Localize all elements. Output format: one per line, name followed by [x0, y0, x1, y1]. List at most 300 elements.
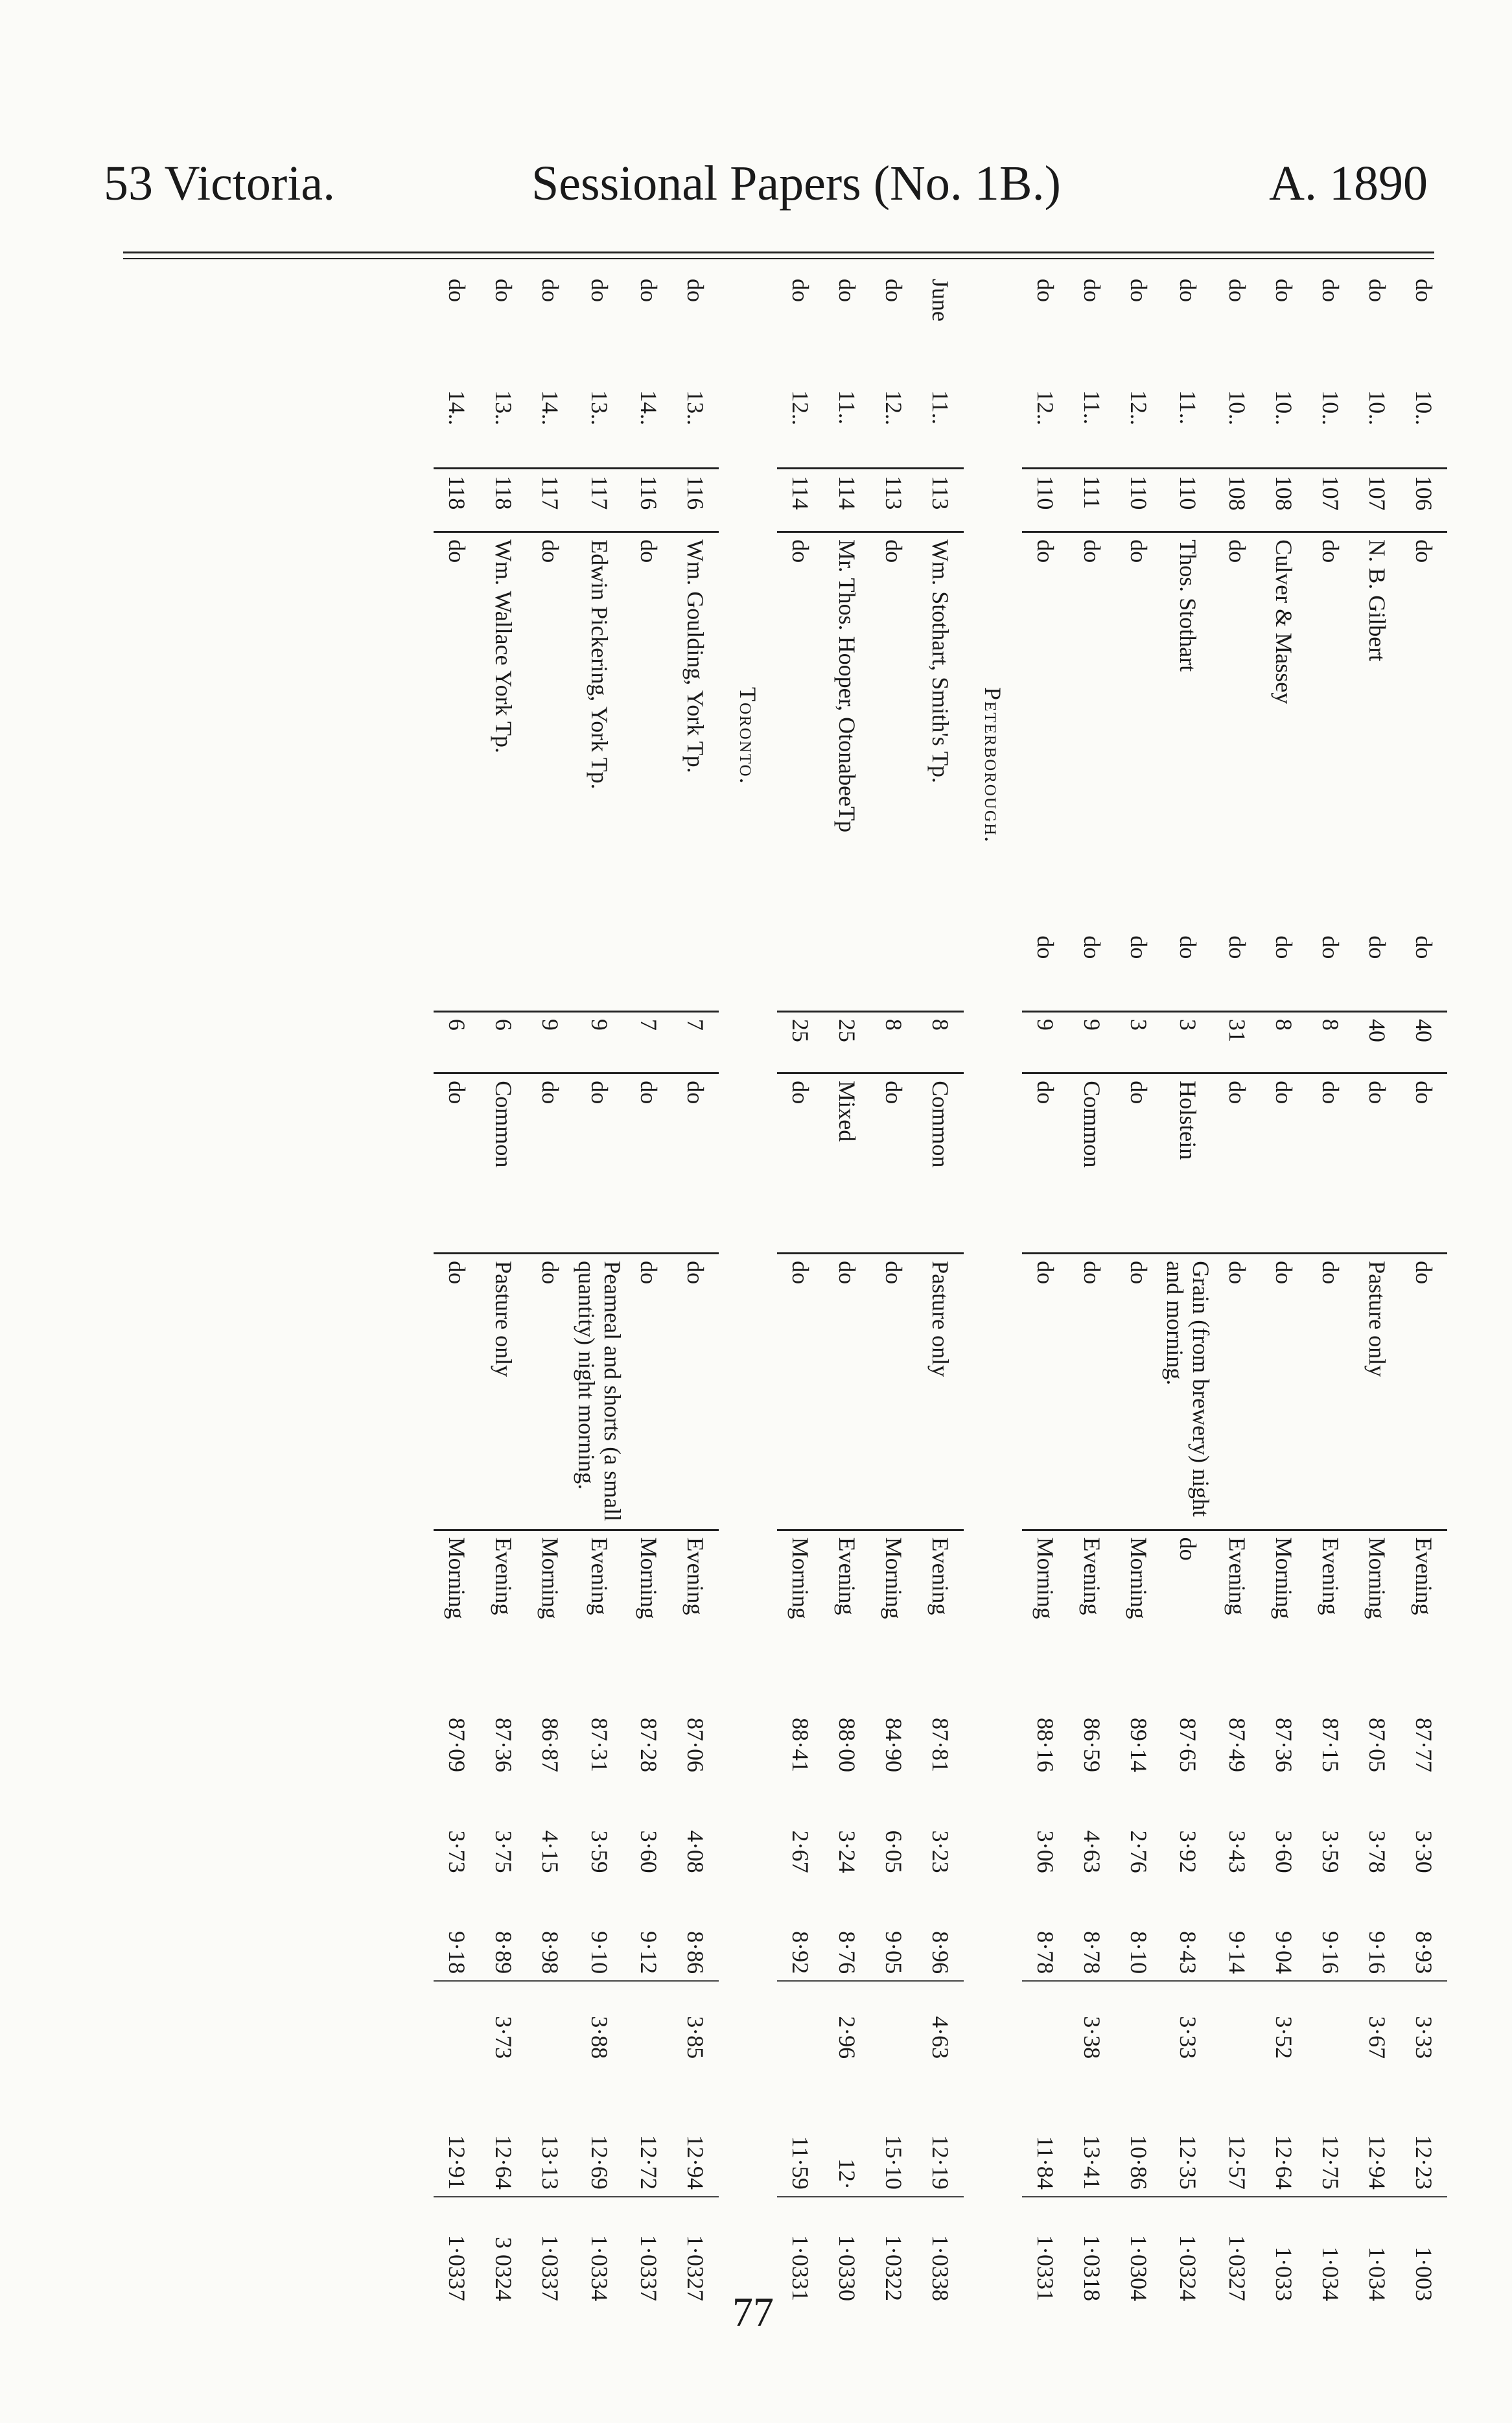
cell-day: 11..	[834, 390, 860, 425]
cell-solids: 8·92	[787, 1931, 813, 1974]
cell-place	[527, 929, 574, 1011]
cell-place	[917, 929, 964, 1011]
cell-sp-gr: 1·034	[1307, 2197, 1354, 2308]
cell-date: do	[1364, 279, 1390, 302]
cell-total: 12·57	[1224, 2135, 1250, 2190]
cell-cows: 8	[1307, 1011, 1354, 1073]
cell-fat: 3·59	[587, 1830, 612, 1873]
cell-date: do	[1079, 279, 1105, 302]
cell-no: 114	[777, 468, 824, 532]
cell-water: 87·05	[1364, 1718, 1390, 1773]
table-body	[434, 272, 1447, 2308]
cell-feed: Pasture only	[1354, 1254, 1401, 1530]
cell-feed: do	[527, 1254, 574, 1530]
page-number: 77	[732, 2289, 774, 2335]
cell-time: do	[1162, 1530, 1214, 1676]
cell-date: June	[927, 279, 953, 322]
cell-fat: 2·76	[1126, 1830, 1152, 1873]
cell-owner: Wm. Wallace York Tp.	[480, 532, 527, 930]
cell-total: 10·86	[1126, 2135, 1152, 2190]
header-left: 53 Victoria.	[104, 156, 336, 211]
cell-total: 12·19	[927, 2135, 953, 2190]
cell-sp-gr: 1·0330	[824, 2197, 870, 2308]
cell-place: do	[1079, 935, 1105, 959]
milk-analysis-table	[434, 272, 1447, 2308]
table-row	[480, 272, 527, 2308]
cell-place: do	[1411, 935, 1437, 959]
cell-no: 111	[1069, 468, 1115, 532]
cell-no: 107	[1354, 468, 1401, 532]
cell-fat: 4·63	[1079, 1830, 1105, 1873]
cell-date: do	[1411, 279, 1437, 302]
cell-no: 107	[1307, 468, 1354, 532]
cell-sp-gr: 3 0324	[480, 2197, 527, 2308]
cell-time: Morning	[777, 1530, 824, 1676]
cell-cows: 9	[1069, 1011, 1115, 1073]
cell-date: do	[1126, 279, 1152, 302]
cell-sp-gr: 1·0337	[625, 2197, 672, 2308]
cell-feed: do	[625, 1254, 672, 1530]
cell-time: Evening	[574, 1530, 625, 1676]
cell-owner: do	[1115, 532, 1162, 930]
cell-owner: do	[625, 532, 672, 930]
cell-date: do	[491, 279, 517, 302]
cell-date: do	[636, 279, 662, 302]
table-row	[1261, 272, 1307, 2308]
cell-breed: do	[1307, 1073, 1354, 1254]
cell-breed: Common	[480, 1073, 527, 1254]
cell-feed: do	[1401, 1254, 1447, 1530]
cell-breed: do	[1354, 1073, 1401, 1254]
cell-breed: do	[1401, 1073, 1447, 1254]
cell-total: 15·10	[881, 2135, 907, 2190]
cell-place	[480, 929, 527, 1011]
cell-breed: do	[527, 1073, 574, 1254]
cell-fat-group	[1115, 1981, 1162, 2093]
cell-total: 12·94	[1364, 2135, 1390, 2190]
cell-no: 118	[434, 468, 480, 532]
cell-place	[574, 929, 625, 1011]
cell-sp-gr: 1·034	[1354, 2197, 1401, 2308]
cell-place: do	[1224, 935, 1250, 959]
cell-owner: do	[870, 532, 917, 930]
cell-cows: 9	[1022, 1011, 1069, 1073]
cell-fat-group: 3·73	[480, 1981, 527, 2093]
cell-fat: 3·78	[1364, 1830, 1390, 1873]
cell-fat-group: 3·67	[1354, 1981, 1401, 2093]
cell-fat: 3·43	[1224, 1830, 1250, 1873]
cell-cows: 31	[1214, 1011, 1261, 1073]
cell-solids: 9·16	[1318, 1931, 1343, 1974]
cell-time: Evening	[1069, 1530, 1115, 1676]
cell-water: 87·09	[444, 1718, 470, 1773]
cell-solids: 9·04	[1271, 1931, 1297, 1974]
cell-fat: 3·06	[1032, 1830, 1058, 1873]
cell-time: Evening	[824, 1530, 870, 1676]
cell-total: 12·69	[587, 2135, 612, 2190]
cell-day: 13..	[491, 390, 517, 426]
cell-day: 11..	[927, 390, 953, 425]
cell-no: 108	[1214, 468, 1261, 532]
cell-fat-group	[625, 1981, 672, 2093]
cell-total: 12·94	[682, 2135, 708, 2190]
cell-time: Evening	[917, 1530, 964, 1676]
cell-owner: Culver & Massey	[1261, 532, 1307, 930]
cell-water: 87·36	[1271, 1718, 1297, 1773]
cell-sp-gr: 1·0331	[1022, 2197, 1069, 2308]
cell-no: 113	[870, 468, 917, 532]
table-row	[672, 272, 719, 2308]
cell-fat-group: 4·63	[917, 1981, 964, 2093]
table-row	[1162, 272, 1214, 2308]
cell-water: 87·36	[491, 1718, 517, 1773]
top-rule-2	[123, 258, 1434, 259]
cell-fat: 3·23	[927, 1830, 953, 1873]
cell-sp-gr: 1·0322	[870, 2197, 917, 2308]
cell-day: 10..	[1271, 390, 1297, 426]
cell-date: do	[1318, 279, 1343, 302]
cell-sp-gr: 1·003	[1401, 2197, 1447, 2308]
cell-cows: 25	[777, 1011, 824, 1073]
cell-sp-gr: 1·0337	[527, 2197, 574, 2308]
cell-sp-gr: 1·0318	[1069, 2197, 1115, 2308]
cell-fat: 3·24	[834, 1830, 860, 1873]
cell-no: 117	[527, 468, 574, 532]
cell-total: 11·84	[1032, 2136, 1058, 2190]
cell-cows: 9	[527, 1011, 574, 1073]
cell-no: 116	[672, 468, 719, 532]
cell-sp-gr: 1·0304	[1115, 2197, 1162, 2308]
table-row	[527, 272, 574, 2308]
cell-no: 108	[1261, 468, 1307, 532]
cell-solids: 8·43	[1175, 1931, 1201, 1974]
cell-owner: do	[1401, 532, 1447, 930]
cell-fat-group	[527, 1981, 574, 2093]
cell-time: Morning	[870, 1530, 917, 1676]
rotated-table	[138, 272, 1447, 2308]
table-row	[1022, 272, 1069, 2308]
cell-cows: 40	[1354, 1011, 1401, 1073]
cell-cows: 6	[434, 1011, 480, 1073]
cell-date: do	[881, 279, 907, 302]
cell-feed: Pasture only	[480, 1254, 527, 1530]
cell-date: do	[1032, 279, 1058, 302]
cell-breed: do	[1214, 1073, 1261, 1254]
cell-fat-group: 3·33	[1162, 1981, 1214, 2093]
cell-fat-group: 2·96	[824, 1981, 870, 2093]
cell-place	[870, 929, 917, 1011]
cell-no: 110	[1115, 468, 1162, 532]
cell-sp-gr: 1·0331	[777, 2197, 824, 2308]
cell-total: 12·64	[1271, 2135, 1297, 2190]
cell-feed: do	[1022, 1254, 1069, 1530]
cell-day: 11..	[1175, 390, 1201, 425]
cell-fat: 6·05	[881, 1830, 907, 1873]
cell-solids: 9·16	[1364, 1931, 1390, 1974]
table-row	[574, 272, 625, 2308]
cell-solids: 8·10	[1126, 1931, 1152, 1974]
cell-solids: 9·05	[881, 1931, 907, 1974]
cell-date: do	[787, 279, 813, 302]
cell-cows: 9	[574, 1011, 625, 1073]
cell-solids: 8·93	[1411, 1931, 1437, 1974]
cell-water: 86·59	[1079, 1718, 1105, 1773]
cell-owner: Wm. Stothart, Smith's Tp.	[917, 532, 964, 930]
cell-time: Morning	[1115, 1530, 1162, 1676]
cell-fat: 3·59	[1318, 1830, 1343, 1873]
cell-place: do	[1175, 935, 1201, 959]
cell-place: do	[1032, 935, 1058, 959]
cell-breed: Holstein	[1162, 1073, 1214, 1254]
cell-solids: 8·89	[491, 1931, 517, 1974]
header-right: A. 1890	[1269, 156, 1428, 211]
cell-breed: do	[1115, 1073, 1162, 1254]
cell-water: 86·87	[537, 1718, 563, 1773]
cell-owner: do	[527, 532, 574, 930]
cell-feed: Peameal and shorts (a small quantity) night morning.	[574, 1254, 625, 1530]
cell-place	[625, 929, 672, 1011]
cell-sp-gr: 1·0327	[1214, 2197, 1261, 2308]
cell-total: 13·13	[537, 2135, 563, 2190]
cell-day: 10..	[1411, 390, 1437, 426]
cell-breed: Common	[1069, 1073, 1115, 1254]
cell-day: 14..	[444, 390, 470, 426]
cell-breed: do	[625, 1073, 672, 1254]
cell-place: do	[1271, 935, 1297, 959]
cell-cows: 25	[824, 1011, 870, 1073]
cell-solids: 8·78	[1079, 1931, 1105, 1974]
cell-feed: Grain (from brewery) night and morning.	[1162, 1254, 1214, 1530]
cell-fat: 3·75	[491, 1830, 517, 1873]
header-center: Sessional Papers (No. 1B.)	[531, 156, 1061, 211]
cell-place	[777, 929, 824, 1011]
cell-no: 118	[480, 468, 527, 532]
cell-time: Evening	[480, 1530, 527, 1676]
cell-total: 12·35	[1175, 2135, 1201, 2190]
cell-fat: 4·15	[537, 1830, 563, 1873]
table-row	[777, 272, 824, 2308]
cell-cows: 8	[1261, 1011, 1307, 1073]
cell-feed: do	[1115, 1254, 1162, 1530]
cell-day: 14..	[537, 390, 563, 426]
cell-feed: do	[1069, 1254, 1115, 1530]
cell-solids: 9·12	[636, 1931, 662, 1974]
cell-sp-gr: 1·0338	[917, 2197, 964, 2308]
cell-owner: Thos. Stothart	[1162, 532, 1214, 930]
cell-solids: 8·86	[682, 1931, 708, 1974]
cell-breed: do	[1022, 1073, 1069, 1254]
cell-fat-group	[1214, 1981, 1261, 2093]
cell-solids: 8·78	[1032, 1931, 1058, 1974]
table-row	[1069, 272, 1115, 2308]
cell-fat-group: 3·85	[672, 1981, 719, 2093]
cell-day: 13..	[682, 390, 708, 426]
cell-water: 87·31	[587, 1718, 612, 1773]
cell-cows: 3	[1115, 1011, 1162, 1073]
cell-cows: 7	[625, 1011, 672, 1073]
cell-sp-gr: 1·0327	[672, 2197, 719, 2308]
cell-water: 88·00	[834, 1718, 860, 1773]
cell-breed: do	[672, 1073, 719, 1254]
cell-sp-gr: 1·033	[1261, 2197, 1307, 2308]
section-heading-text: Toronto.	[735, 687, 761, 785]
cell-water: 88·41	[787, 1718, 813, 1773]
cell-total: 12·	[834, 2158, 860, 2190]
cell-place	[672, 929, 719, 1011]
table-row	[1401, 272, 1447, 2308]
cell-total: 11·59	[787, 2136, 813, 2190]
cell-solids: 8·96	[927, 1931, 953, 1974]
cell-time: Evening	[672, 1530, 719, 1676]
cell-water: 88·16	[1032, 1718, 1058, 1773]
cell-total: 12·64	[491, 2135, 517, 2190]
cell-day: 13..	[587, 390, 612, 426]
table-row	[625, 272, 672, 2308]
cell-cows: 3	[1162, 1011, 1214, 1073]
cell-day: 12..	[1126, 390, 1152, 426]
cell-total: 12·91	[444, 2135, 470, 2190]
cell-water: 87·65	[1175, 1718, 1201, 1773]
cell-owner: do	[1022, 532, 1069, 930]
table-row	[1115, 272, 1162, 2308]
cell-solids: 8·98	[537, 1931, 563, 1974]
cell-water: 87·77	[1411, 1718, 1437, 1773]
cell-fat: 4·08	[682, 1830, 708, 1873]
cell-date: do	[1271, 279, 1297, 302]
cell-water: 87·49	[1224, 1718, 1250, 1773]
cell-date: do	[1224, 279, 1250, 302]
table-row	[824, 272, 870, 2308]
cell-breed: Common	[917, 1073, 964, 1254]
cell-time: Morning	[527, 1530, 574, 1676]
cell-feed: do	[824, 1254, 870, 1530]
cell-fat-group	[1022, 1981, 1069, 2093]
cell-fat-group	[1307, 1981, 1354, 2093]
cell-date: do	[537, 279, 563, 302]
cell-cows: 8	[870, 1011, 917, 1073]
cell-breed: do	[870, 1073, 917, 1254]
cell-solids: 9·18	[444, 1931, 470, 1974]
cell-total: 12·72	[636, 2135, 662, 2190]
table-row	[917, 272, 964, 2308]
table-row	[1307, 272, 1354, 2308]
cell-cows: 6	[480, 1011, 527, 1073]
cell-feed: do	[1261, 1254, 1307, 1530]
cell-place: do	[1364, 935, 1390, 959]
cell-water: 87·15	[1318, 1718, 1343, 1773]
cell-fat-group	[870, 1981, 917, 2093]
cell-breed: do	[434, 1073, 480, 1254]
cell-time: Morning	[1261, 1530, 1307, 1676]
cell-fat: 2·67	[787, 1830, 813, 1873]
table-row	[1354, 272, 1401, 2308]
table-row	[870, 272, 917, 2308]
cell-solids: 8·76	[834, 1931, 860, 1974]
cell-breed: do	[574, 1073, 625, 1254]
cell-fat: 3·73	[444, 1830, 470, 1873]
cell-breed: do	[1261, 1073, 1307, 1254]
cell-owner: do	[1214, 532, 1261, 930]
cell-cows: 7	[672, 1011, 719, 1073]
cell-date: do	[682, 279, 708, 302]
cell-total: 12·75	[1318, 2135, 1343, 2190]
cell-place: do	[1318, 935, 1343, 959]
cell-breed: do	[777, 1073, 824, 1254]
cell-no: 106	[1401, 468, 1447, 532]
cell-day: 12..	[787, 390, 813, 426]
cell-place: do	[1126, 935, 1152, 959]
cell-time: Morning	[625, 1530, 672, 1676]
cell-no: 113	[917, 468, 964, 532]
cell-time: Evening	[1307, 1530, 1354, 1676]
cell-owner: Mr. Thos. Hooper, OtonabeeTp	[824, 532, 870, 930]
cell-time: Evening	[1214, 1530, 1261, 1676]
cell-feed: Pasture only	[917, 1254, 964, 1530]
cell-no: 110	[1022, 468, 1069, 532]
cell-fat: 3·30	[1411, 1830, 1437, 1873]
cell-owner: do	[1307, 532, 1354, 930]
cell-cows: 40	[1401, 1011, 1447, 1073]
cell-time: Evening	[1401, 1530, 1447, 1676]
cell-owner: Wm. Goulding, York Tp.	[672, 532, 719, 930]
cell-time: Morning	[1022, 1530, 1069, 1676]
cell-feed: do	[1307, 1254, 1354, 1530]
cell-no: 116	[625, 468, 672, 532]
cell-time: Morning	[434, 1530, 480, 1676]
cell-owner: Edwin Pickering, York Tp.	[574, 532, 625, 930]
cell-sp-gr: 1·0337	[434, 2197, 480, 2308]
cell-owner: do	[777, 532, 824, 930]
cell-day: 14..	[636, 390, 662, 426]
cell-fat-group	[434, 1981, 480, 2093]
cell-total: 13·41	[1079, 2135, 1105, 2190]
cell-day: 10..	[1318, 390, 1343, 426]
cell-total: 12·23	[1411, 2135, 1437, 2190]
cell-feed: do	[672, 1254, 719, 1530]
cell-water: 87·06	[682, 1718, 708, 1773]
cell-fat-group: 3·33	[1401, 1981, 1447, 2093]
cell-feed: do	[434, 1254, 480, 1530]
cell-date: do	[1175, 279, 1201, 302]
cell-date: do	[834, 279, 860, 302]
cell-no: 114	[824, 468, 870, 532]
cell-fat: 3·60	[1271, 1830, 1297, 1873]
table-row	[1214, 272, 1261, 2308]
cell-owner: do	[434, 532, 480, 930]
cell-water: 87·81	[927, 1718, 953, 1773]
cell-fat-group: 3·52	[1261, 1981, 1307, 2093]
cell-no: 117	[574, 468, 625, 532]
cell-feed: do	[870, 1254, 917, 1530]
cell-water: 84·90	[881, 1718, 907, 1773]
cell-place	[824, 929, 870, 1011]
cell-fat: 3·92	[1175, 1830, 1201, 1873]
cell-day: 12..	[881, 390, 907, 426]
cell-water: 87·28	[636, 1718, 662, 1773]
cell-day: 10..	[1364, 390, 1390, 426]
cell-feed: do	[1214, 1254, 1261, 1530]
cell-fat-group	[777, 1981, 824, 2093]
cell-date: do	[444, 279, 470, 302]
cell-time: Morning	[1354, 1530, 1401, 1676]
cell-fat-group: 3·88	[574, 1981, 625, 2093]
section-heading	[719, 272, 777, 2308]
cell-sp-gr: 1·0324	[1162, 2197, 1214, 2308]
cell-solids: 9·10	[587, 1931, 612, 1974]
cell-date: do	[587, 279, 612, 302]
cell-fat: 3·60	[636, 1830, 662, 1873]
cell-fat-group: 3·38	[1069, 1981, 1115, 2093]
